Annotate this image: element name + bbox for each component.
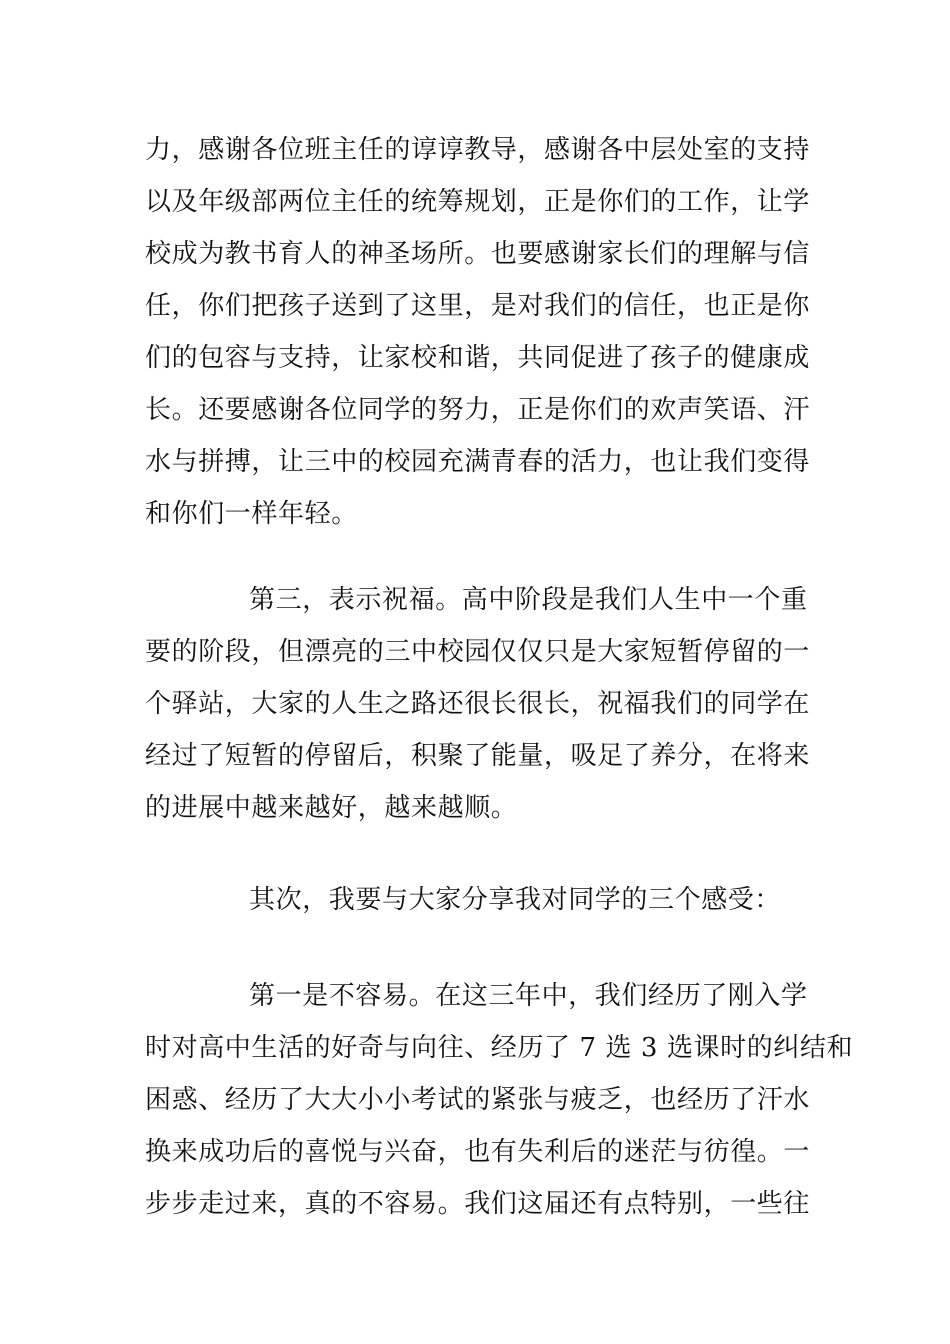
text-line: 的进展中越来越好，越来越顺。: [145, 793, 518, 823]
text-line: 要的阶段，但漂亮的三中校园仅仅只是大家短暂停留的一: [145, 637, 811, 667]
text-line: 步步走过来，真的不容易。我们这届还有点特别，一些往: [145, 1189, 811, 1219]
text-line: 其次，我要与大家分享我对同学的三个感受：: [249, 885, 782, 915]
text-line: 和你们一样年轻。: [145, 499, 358, 529]
text-line: 个驿站，大家的人生之路还很长很长，祝福我们的同学在: [145, 689, 811, 719]
text-line: 长。还要感谢各位同学的努力，正是你们的欢声笑语、汗: [145, 395, 811, 425]
text-line: 经过了短暂的停留后，积聚了能量，吸足了养分，在将来: [145, 741, 811, 771]
text-line: 时对高中生活的好奇与向往、经历了 7 选 3 选课时的纠结和: [145, 1033, 854, 1063]
text-line: 任，你们把孩子送到了这里，是对我们的信任，也正是你: [145, 291, 811, 321]
text-line: 第三，表示祝福。高中阶段是我们人生中一个重: [249, 585, 808, 615]
text-line: 换来成功后的喜悦与兴奋，也有失利后的迷茫与彷徨。一: [145, 1137, 811, 1167]
text-line: 校成为教书育人的神圣场所。也要感谢家长们的理解与信: [145, 239, 811, 269]
text-line: 们的包容与支持，让家校和谐，共同促进了孩子的健康成: [145, 343, 811, 373]
text-line: 以及年级部两位主任的统筹规划，正是你们的工作，让学: [145, 187, 811, 217]
text-line: 困惑、经历了大大小小考试的紧张与疲乏，也经历了汗水: [145, 1085, 811, 1115]
paragraph-feelings-intro: [145, 874, 825, 926]
paragraph-blessing: [145, 574, 825, 834]
text-line: 力，感谢各位班主任的谆谆教导，感谢各中层处室的支持: [145, 135, 811, 165]
text-line: 第一是不容易。在这三年中，我们经历了刚入学: [249, 981, 808, 1011]
paragraph-thanks: [145, 124, 825, 540]
text-line: 水与拼搏，让三中的校园充满青春的活力，也让我们变得: [145, 447, 811, 477]
paragraph-not-easy: [145, 970, 854, 1230]
